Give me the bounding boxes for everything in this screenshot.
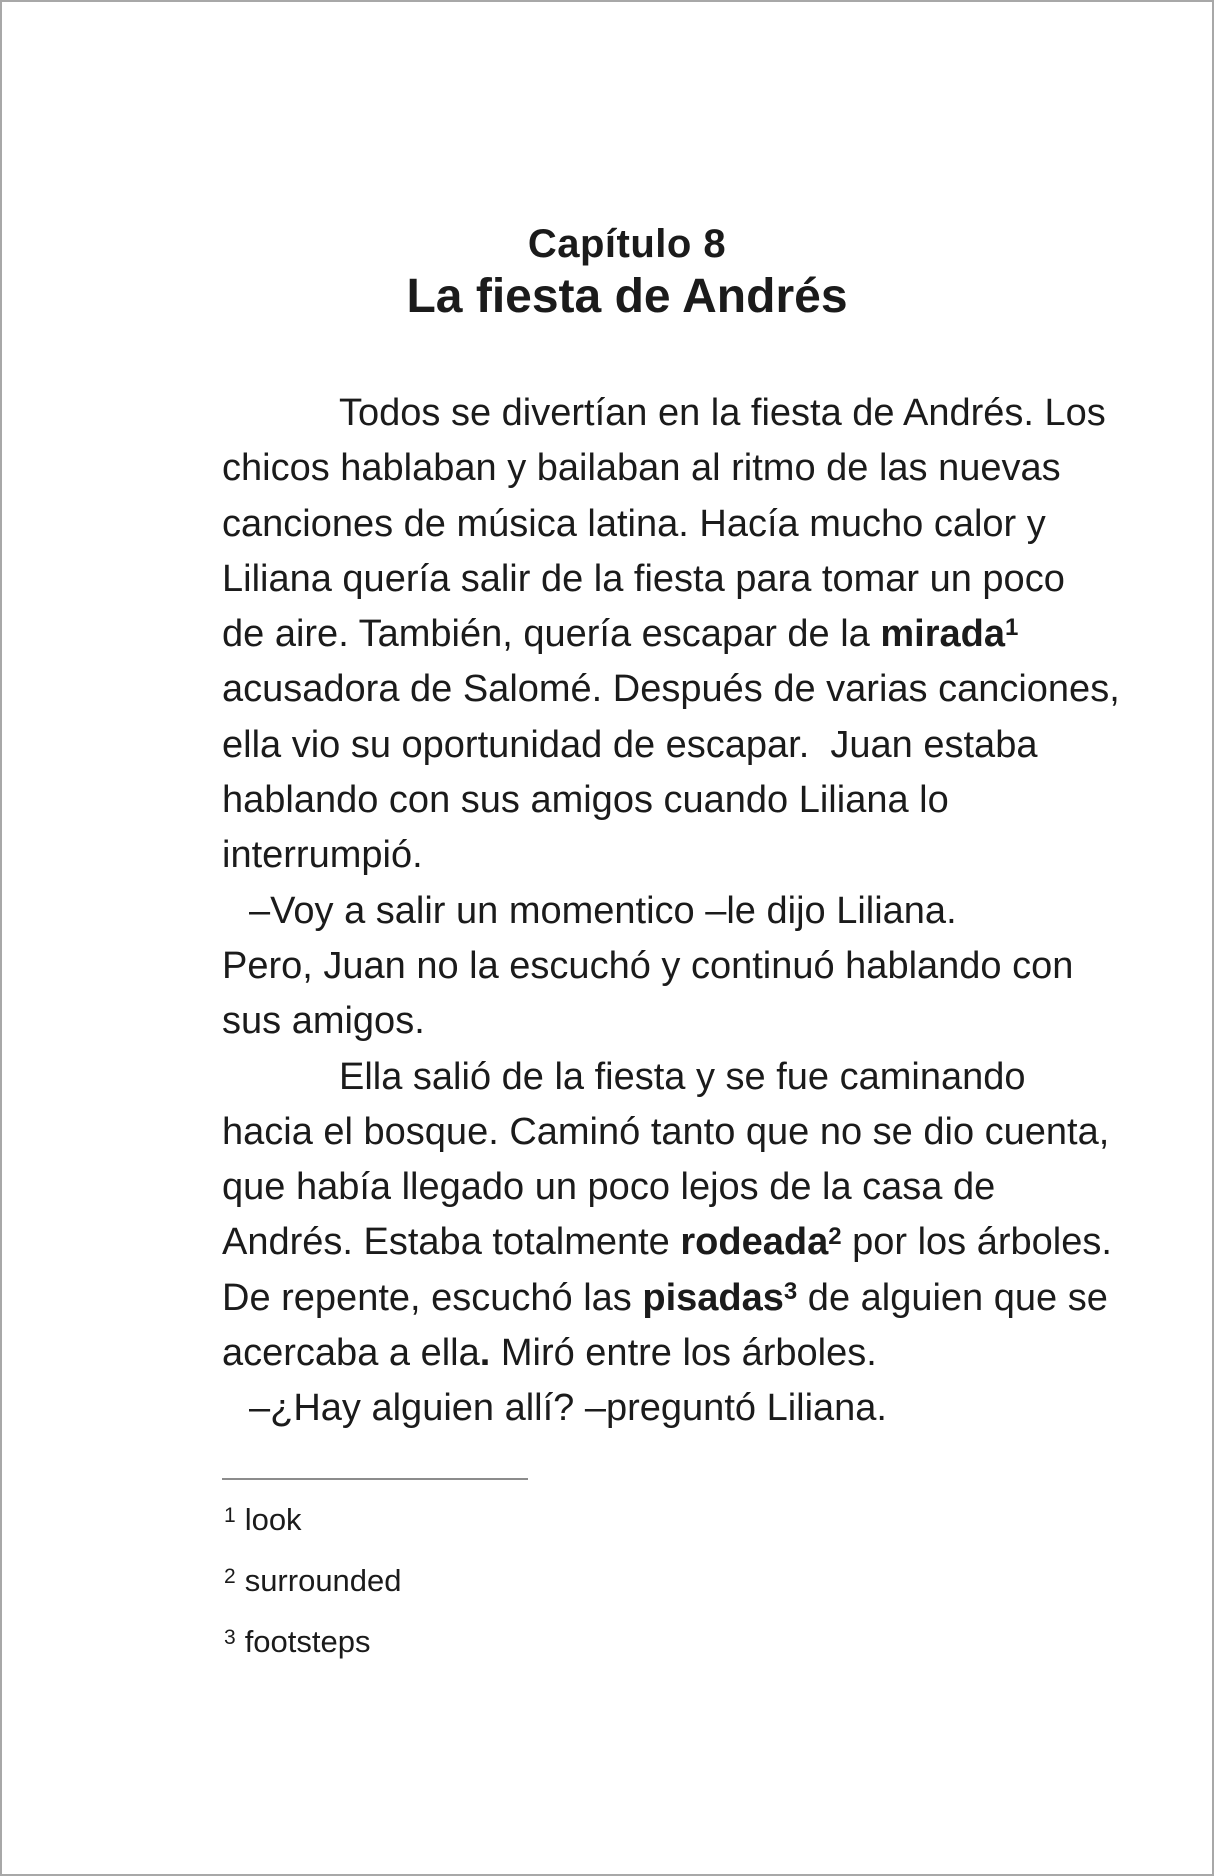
text-line: Andrés. Estaba totalmente rodeada$^2$ por los árboles. bbox=[222, 1221, 1112, 1264]
text-line: Liliana quería salir de la fiesta para tomar un poco bbox=[222, 557, 1065, 600]
footnote-item bbox=[224, 1502, 402, 1538]
text-line: interrumpió. bbox=[222, 834, 423, 877]
text-line: canciones de música latina. Hacía mucho calor y bbox=[222, 502, 1046, 545]
text-line: hacia el bosque. Caminó tanto que no se dio cuenta, bbox=[222, 1110, 1110, 1153]
footnote-item bbox=[224, 1563, 402, 1599]
footnote-reference-superscript: 2 bbox=[828, 1222, 842, 1250]
text-line: de aire. También, quería escapar de la mirada$^1$ bbox=[222, 613, 1019, 656]
footnote-text: surrounded bbox=[244, 1563, 402, 1598]
footnote-reference-superscript: 1 bbox=[1005, 614, 1019, 642]
footnote-marker: 3 bbox=[224, 1625, 236, 1649]
text-line: que había llegado un poco lejos de la casa de bbox=[222, 1166, 996, 1209]
footnote-divider bbox=[222, 1478, 528, 1480]
text-line: De repente, escuchó las pisadas$^3$ de alguien que se bbox=[222, 1276, 1108, 1319]
text-line: sus amigos. bbox=[222, 1000, 425, 1043]
footnote-item bbox=[224, 1624, 402, 1660]
footnote-text: footsteps bbox=[244, 1624, 371, 1659]
text-line: chicos hablaban y bailaban al ritmo de las nuevas bbox=[222, 447, 1061, 490]
text-line: Pero, Juan no la escuchó y continuó hablando con bbox=[222, 944, 1074, 987]
chapter-title-heading: La fiesta de Andrés bbox=[406, 270, 848, 323]
footnote-marker: 2 bbox=[224, 1564, 236, 1588]
footnote-text: look bbox=[244, 1502, 302, 1537]
story-text bbox=[222, 386, 1120, 1437]
text-line: acercaba a ella. Miró entre los árboles. bbox=[222, 1332, 877, 1375]
text-line: Todos se divertían en la fiesta de Andrés. Los bbox=[339, 392, 1106, 434]
text-line: hablando con sus amigos cuando Liliana lo bbox=[222, 779, 949, 822]
footnote-marker: 1 bbox=[224, 1503, 236, 1527]
text-line: Ella salió de la fiesta y se fue caminando bbox=[339, 1055, 1026, 1098]
chapter-number-heading: Capítulo 8 bbox=[527, 222, 727, 266]
text-line: –¿Hay alguien allí? –preguntó Liliana. bbox=[249, 1387, 887, 1430]
text-line: ella vio su oportunidad de escapar. Juan estaba bbox=[222, 723, 1038, 766]
text-line: –Voy a salir un momentico –le dijo Liliana. bbox=[249, 889, 957, 932]
footnote-list bbox=[224, 1502, 402, 1685]
text-line: acusadora de Salomé. Después de varias canciones, bbox=[222, 668, 1120, 711]
footnote-reference-superscript: 3 bbox=[783, 1277, 798, 1305]
